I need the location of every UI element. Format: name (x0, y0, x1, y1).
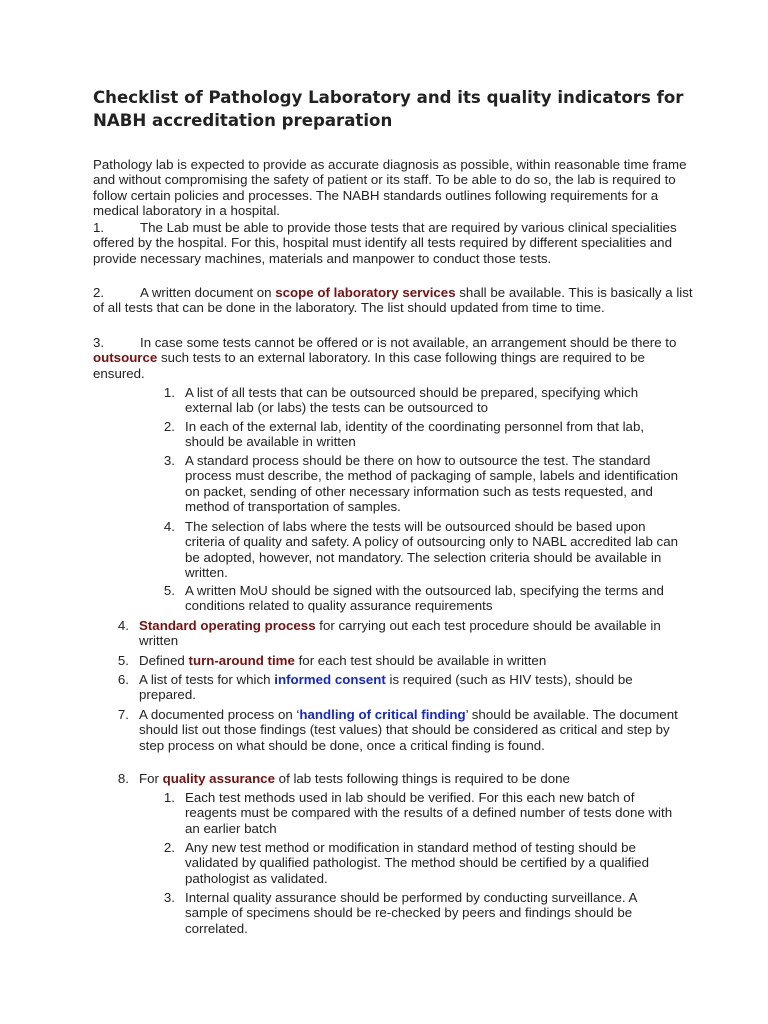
text-after: of lab tests following things is required to be done (274, 771, 570, 786)
handling-of-critical-finding-keyword: handling of critical finding (299, 707, 466, 722)
requirement-4 (117, 618, 679, 649)
list-item-text: A written MoU should be signed with the outsourced lab, specifying the terms and conditions related to quality assurance requirements (185, 583, 664, 614)
requirement-2-text-before: A written document on (140, 285, 276, 300)
text-after: is required (such as HIV tests), should be prepared. (139, 672, 633, 703)
text-before: For (139, 771, 163, 786)
list-number: 7. (117, 707, 129, 722)
requirement-2-number: 2. (93, 285, 105, 300)
text-before: Defined (139, 653, 189, 668)
outsource-item-4 (163, 519, 680, 580)
list-number: 2. (163, 419, 175, 434)
list-number: 2. (163, 840, 175, 855)
text-before: A list of tests for which (139, 672, 275, 687)
list-number: 4. (163, 519, 175, 534)
list-item-text: Internal quality assurance should be performed by conducting surveillance. A sample of specimens should be re-checked by peers and findings should be correlated. (185, 890, 637, 936)
requirement-6 (117, 672, 679, 703)
requirement-8 (117, 771, 679, 786)
intro-paragraph: Pathology lab is expected to provide as accurate diagnosis as possible, within reasonable time frame and without compromising the safety of patient or its staff. To be able to do so, the lab is required to follow certain policies and processes. The NABH standards outlines following requirements for a medical laboratory in a hospital. (93, 157, 687, 218)
requirement-2 (93, 285, 693, 316)
requirement-7 (117, 707, 679, 753)
outsource-keyword: outsource (93, 350, 158, 366)
list-number: 4. (117, 618, 129, 633)
outsource-item-5 (163, 583, 680, 614)
text-after: ’ should be available. The document should list out those findings (test values) that should be considered as critical and step by step process on what should be done, once a critical finding is found. (139, 707, 678, 753)
qa-item-1 (163, 790, 680, 836)
requirement-3-text-after: such tests to an external laboratory. In this case following things are required to be ensured. (93, 350, 645, 381)
list-item-text: A list of all tests that can be outsourced should be prepared, specifying which external lab (or labs) the tests can be outsourced to (185, 385, 639, 416)
list-number: 1. (163, 385, 175, 400)
list-number: 8. (117, 771, 129, 786)
requirement-1-text: The Lab must be able to provide those tests that are required by various clinical specialities offered by the hospital. For this, hospital must identify all tests required by different specialities and provide necessary machines, materials and manpower to conduct those tests. (93, 220, 677, 266)
outsource-item-3 (163, 453, 680, 514)
requirement-2-text-after: shall be available. This is basically a list of all tests that can be done in the laboratory. The list should updated from time to time. (93, 285, 693, 316)
list-number: 3. (163, 453, 175, 468)
requirement-1-number: 1. (93, 220, 105, 235)
scope-of-laboratory-services-keyword: scope of laboratory services (275, 285, 456, 300)
quality-assurance-keyword: quality assurance (162, 771, 275, 786)
requirement-3-text-before: In case some tests cannot be offered or is not available, an arrangement should be there to (140, 335, 677, 350)
list-number: 1. (163, 790, 175, 805)
requirement-3-number: 3. (93, 335, 105, 350)
standard-operating-process-keyword: Standard operating process (139, 618, 316, 633)
list-number: 6. (117, 672, 129, 687)
text-before: A documented process on ‘ (139, 707, 300, 722)
requirement-3 (93, 335, 693, 381)
list-item-text: Each test methods used in lab should be verified. For this each new batch of reagents must be compared with the results of a defined number of tests done with an earlier batch (185, 790, 673, 836)
list-item-text: In each of the external lab, identity of the coordinating personnel from that lab, should be available in written (185, 419, 645, 450)
qa-item-3 (163, 890, 680, 936)
informed-consent-keyword: informed consent (274, 672, 386, 687)
document-title: Checklist of Pathology Laboratory and its quality indicators for NABH accreditation preparation (93, 88, 684, 130)
qa-item-2 (163, 840, 680, 886)
requirement-1 (93, 220, 693, 266)
list-number: 3. (163, 890, 175, 905)
list-number: 5. (163, 583, 175, 598)
list-number: 5. (117, 653, 129, 668)
text-after: for each test should be available in written (294, 653, 547, 668)
outsource-item-2 (163, 419, 680, 450)
list-item-text: The selection of labs where the tests will be outsourced should be based upon criteria of quality and safety. A policy of outsourcing only to NABL accredited lab can be adopted, however, not mandatory. The selection criteria should be available in written. (185, 519, 678, 580)
turn-around-time-keyword: turn-around time (188, 653, 295, 668)
list-item-text: Any new test method or modification in standard method of testing should be validated by qualified pathologist. The method should be certified by a qualified pathologist as validated. (185, 840, 649, 886)
text-after: for carrying out each test procedure should be available in written (139, 618, 661, 649)
list-item-text: A standard process should be there on how to outsource the test. The standard process must describe, the method of packaging of sample, labels and identification on packet, sending of other necessary information such as tests requested, and method of transportation of samples. (185, 453, 679, 514)
outsource-item-1 (163, 385, 680, 416)
requirement-5 (117, 653, 679, 668)
